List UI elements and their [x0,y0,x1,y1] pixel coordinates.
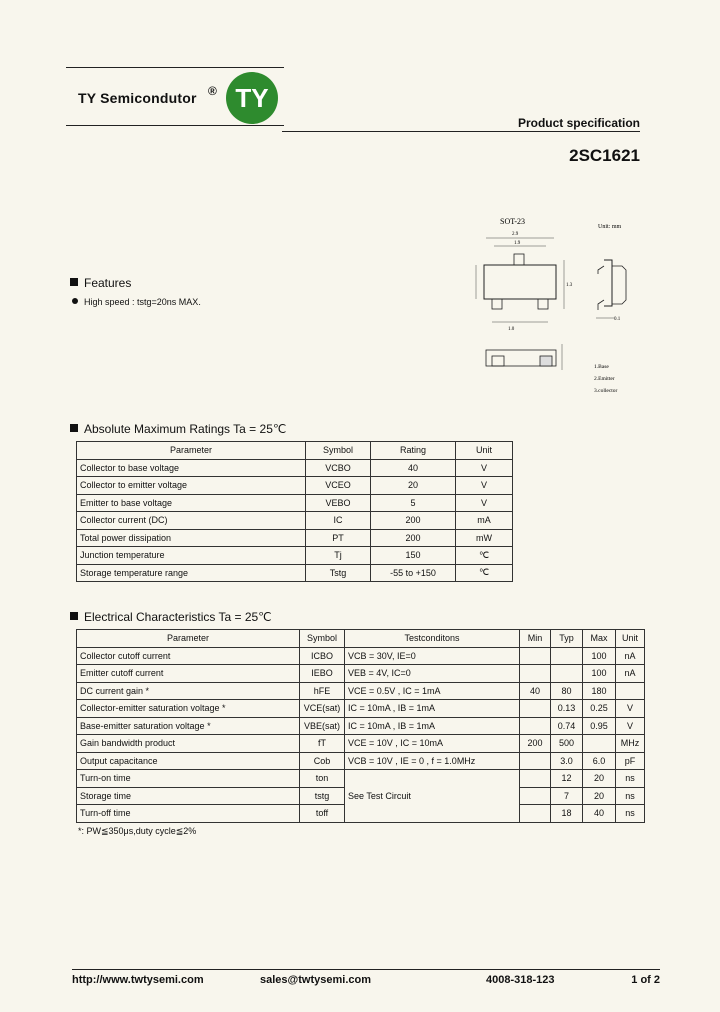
max-cell: 0.25 [583,700,616,718]
rating-cell: -55 to +150 [371,564,456,582]
col-header: Parameter [77,442,306,460]
param-cell: Emitter to base voltage [77,494,306,512]
condition-cell: See Test Circuit [345,770,520,823]
condition-cell: VCB = 10V , IE = 0 , f = 1.0MHz [345,752,520,770]
square-bullet-icon [70,278,78,286]
rating-cell: 200 [371,512,456,530]
unit-cell: ns [616,805,645,823]
max-cell: 6.0 [583,752,616,770]
col-header: Min [520,630,551,648]
unit-cell: V [456,477,513,495]
table-row [77,564,513,582]
unit-cell: pF [616,752,645,770]
rating-cell: 5 [371,494,456,512]
param-cell: Collector to base voltage [77,459,306,477]
param-cell: Turn-off time [77,805,300,823]
param-cell: Collector cutoff current [77,647,300,665]
features-heading [70,276,131,290]
svg-text:2.9: 2.9 [512,232,519,237]
square-bullet-icon [70,424,78,432]
table-row [77,717,645,735]
col-header: Max [583,630,616,648]
elec-table [76,629,645,823]
symbol-cell: toff [300,805,345,823]
symbol-cell: fT [300,735,345,753]
product-specification-label: Product specification [517,116,640,130]
company-logo: TY [226,72,278,124]
registered-mark: ® [208,84,217,98]
min-cell [520,752,551,770]
col-header: Typ [551,630,583,648]
col-header: Symbol [306,442,371,460]
footnote: *: PW≦350μs,duty cycle≦2% [78,826,197,836]
unit-cell: ns [616,787,645,805]
condition-cell: VCB = 30V, IE=0 [345,647,520,665]
package-outline-drawing [464,210,644,400]
unit-cell [616,682,645,700]
symbol-cell: Tstg [306,564,371,582]
table-row [77,752,645,770]
unit-cell: V [616,717,645,735]
header-bottom-rule [66,125,284,126]
rating-cell: 20 [371,477,456,495]
symbol-cell: Cob [300,752,345,770]
rating-cell: 150 [371,547,456,565]
col-header: Parameter [77,630,300,648]
footer-rule [72,969,660,970]
symbol-cell: VEBO [306,494,371,512]
param-cell: Base-emitter saturation voltage * [77,717,300,735]
typ-cell: 7 [551,787,583,805]
min-cell [520,787,551,805]
table-row [77,770,645,788]
brand-name: TY Semicondutor [78,90,197,106]
table-row [77,665,645,683]
abs-max-title: Absolute Maximum Ratings Ta = 25℃ [84,422,287,436]
condition-cell: IC = 10mA , IB = 1mA [345,700,520,718]
col-header: Testconditons [345,630,520,648]
min-cell [520,717,551,735]
symbol-cell: ton [300,770,345,788]
min-cell: 200 [520,735,551,753]
col-header: Symbol [300,630,345,648]
typ-cell: 18 [551,805,583,823]
condition-cell: VCE = 0.5V , IC = 1mA [345,682,520,700]
symbol-cell: ICBO [300,647,345,665]
max-cell: 100 [583,647,616,665]
table-header-row [77,442,513,460]
typ-cell [551,647,583,665]
feature-item-text: High speed : tstg=20ns MAX. [84,297,201,307]
param-cell: DC current gain * [77,682,300,700]
unit-cell: ns [616,770,645,788]
symbol-cell: IEBO [300,665,345,683]
param-cell: Collector current (DC) [77,512,306,530]
symbol-cell: tstg [300,787,345,805]
param-cell: Output capacitance [77,752,300,770]
header-top-rule [66,67,284,68]
max-cell: 180 [583,682,616,700]
col-header: Rating [371,442,456,460]
part-number: 2SC1621 [569,146,640,165]
param-cell: Collector to emitter voltage [77,477,306,495]
footer-phone: 4008-318-123 [486,974,555,986]
table-row [77,682,645,700]
abs-max-table [76,441,513,582]
max-cell: 20 [583,770,616,788]
table-row [77,494,513,512]
unit-cell: ℃ [456,547,513,565]
symbol-cell: IC [306,512,371,530]
typ-cell [551,665,583,683]
typ-cell: 0.13 [551,700,583,718]
max-cell [583,735,616,753]
condition-cell: VEB = 4V, IC=0 [345,665,520,683]
unit-cell: ℃ [456,564,513,582]
table-row [77,512,513,530]
table-row [77,477,513,495]
unit-cell: nA [616,665,645,683]
svg-text:0.1: 0.1 [614,317,621,322]
param-cell: Storage time [77,787,300,805]
package-name: SOT-23 [500,217,526,226]
unit-cell: mW [456,529,513,547]
table-row [77,647,645,665]
max-cell: 100 [583,665,616,683]
table-header-row [77,630,645,648]
pin-legend-3: 3.collector [594,388,618,394]
unit-cell: V [616,700,645,718]
svg-text:1.9: 1.9 [514,241,521,246]
rating-cell: 40 [371,459,456,477]
typ-cell: 80 [551,682,583,700]
col-header: Unit [616,630,645,648]
square-bullet-icon [70,612,78,620]
param-cell: Collector-emitter saturation voltage * [77,700,300,718]
table-row [77,547,513,565]
feature-item [72,297,201,307]
symbol-cell: PT [306,529,371,547]
table-row [77,700,645,718]
footer-website-link[interactable]: http://www.twtysemi.com [72,974,204,986]
min-cell: 40 [520,682,551,700]
condition-cell: VCE = 10V , IC = 10mA [345,735,520,753]
symbol-cell: Tj [306,547,371,565]
typ-cell: 3.0 [551,752,583,770]
round-bullet-icon [72,298,78,304]
footer-email-link[interactable]: sales@twtysemi.com [260,974,371,986]
min-cell [520,665,551,683]
pin-legend-2: 2.Emitter [594,376,615,382]
min-cell [520,770,551,788]
symbol-cell: VCBO [306,459,371,477]
typ-cell: 12 [551,770,583,788]
param-cell: Emitter cutoff current [77,665,300,683]
min-cell [520,805,551,823]
unit-cell: V [456,459,513,477]
svg-text:1.3: 1.3 [566,283,573,288]
condition-cell: IC = 10mA , IB = 1mA [345,717,520,735]
abs-max-heading [70,422,286,436]
unit-cell: nA [616,647,645,665]
elec-heading [70,610,272,624]
symbol-cell: VBE(sat) [300,717,345,735]
svg-text:1.0: 1.0 [508,327,515,332]
page-number: 1 of 2 [631,974,660,986]
symbol-cell: VCEO [306,477,371,495]
col-header: Unit [456,442,513,460]
param-cell: Storage temperature range [77,564,306,582]
typ-cell: 0.74 [551,717,583,735]
max-cell: 20 [583,787,616,805]
unit-note: Unit: mm [598,224,622,230]
symbol-cell: VCE(sat) [300,700,345,718]
typ-cell: 500 [551,735,583,753]
symbol-cell: hFE [300,682,345,700]
max-cell: 0.95 [583,717,616,735]
table-row [77,529,513,547]
table-row [77,735,645,753]
header-right-rule [282,131,640,132]
min-cell [520,700,551,718]
pin-legend-1: 1.Base [594,364,609,370]
param-cell: Junction temperature [77,547,306,565]
unit-cell: MHz [616,735,645,753]
unit-cell: V [456,494,513,512]
elec-title: Electrical Characteristics Ta = 25℃ [84,610,272,624]
features-title: Features [84,276,132,290]
unit-cell: mA [456,512,513,530]
param-cell: Gain bandwidth product [77,735,300,753]
max-cell: 40 [583,805,616,823]
min-cell [520,647,551,665]
param-cell: Total power dissipation [77,529,306,547]
rating-cell: 200 [371,529,456,547]
param-cell: Turn-on time [77,770,300,788]
table-row [77,459,513,477]
